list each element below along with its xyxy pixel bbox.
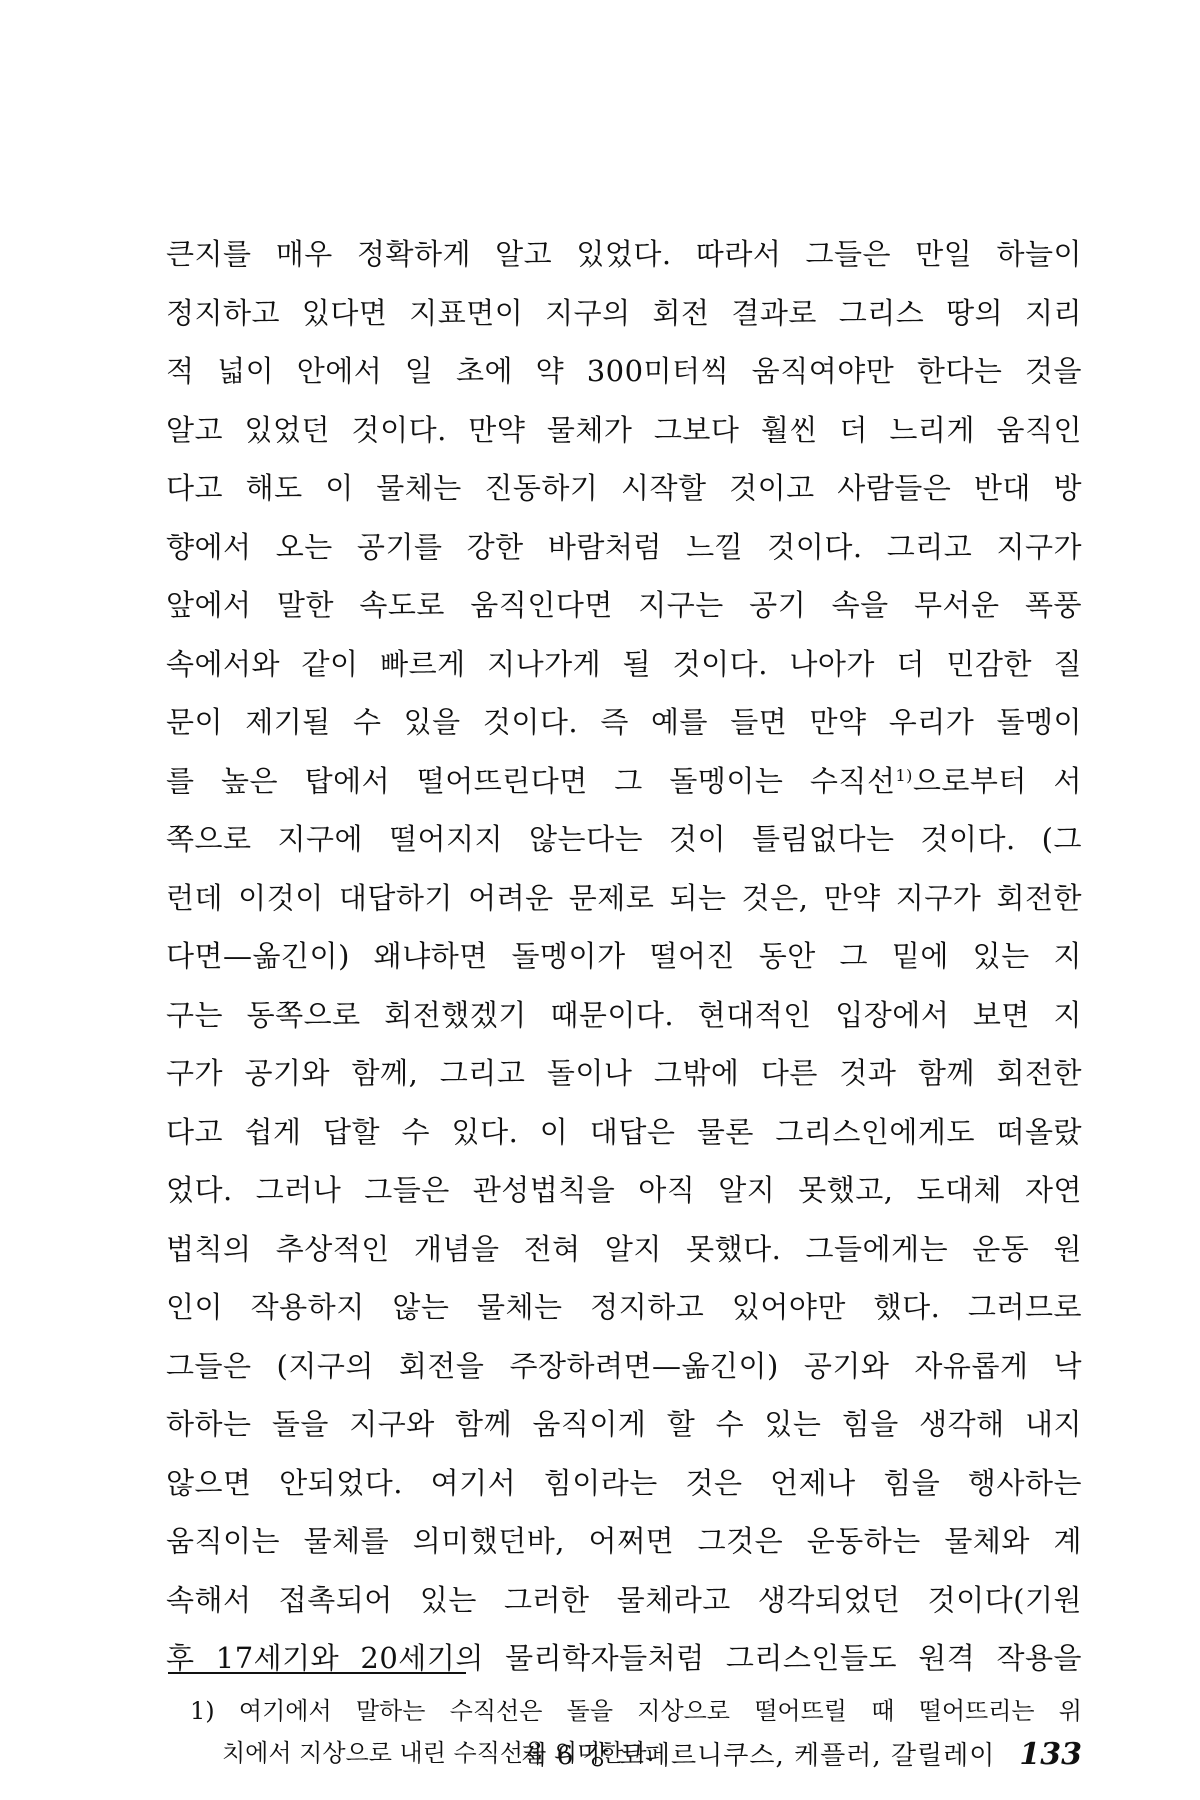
text-line: 문이 제기될 수 있을 것이다. 즉 예를 들면 만약 우리가 돌멩이 — [166, 705, 1082, 739]
footnote-divider — [168, 1672, 466, 1674]
footnote-text: 여기에서 말하는 수직선은 돌을 지상으로 떨어뜨릴 때 떨어뜨리는 위 — [238, 1697, 1082, 1725]
text-line-with-footnote-ref — [166, 752, 1082, 811]
text-line: 향에서 오는 공기를 강한 바람처럼 느낄 것이다. 그리고 지구가 — [166, 529, 1082, 564]
text-line: 구는 동쪽으로 회전했겠기 때문이다. 현대적인 입장에서 보면 지 — [166, 997, 1082, 1032]
text-line: 않으면 안되었다. 여기서 힘이라는 것은 언제나 힘을 행사하는 — [166, 1465, 1082, 1500]
text-line: 정지하고 있다면 지표면이 지구의 회전 결과로 그리스 땅의 지리 — [166, 295, 1082, 330]
text-line: 다고 해도 이 물체는 진동하기 시작할 것이고 사람들은 반대 방 — [166, 471, 1082, 505]
text-line: 그들은 (지구의 회전을 주장하려면—옮긴이) 공기와 자유롭게 낙 — [166, 1348, 1082, 1383]
text-line: 인이 작용하지 않는 물체는 정지하고 있어야만 했다. 그러므로 — [166, 1290, 1082, 1324]
text-line: 었다. 그러나 그들은 관성법칙을 아직 알지 못했고, 도대체 자연 — [166, 1173, 1082, 1207]
text-line: 다고 쉽게 답할 수 있다. 이 대답은 물론 그리스인에게도 떠올랐 — [166, 1114, 1082, 1149]
text-line: 알고 있었던 것이다. 만약 물체가 그보다 훨씬 더 느리게 움직인 — [166, 412, 1082, 447]
text-line: 큰지를 매우 정확하게 알고 있었다. 따라서 그들은 만일 하늘이 — [166, 237, 1082, 271]
text-segment: 으로부터 서 — [912, 763, 1082, 798]
text-line: 하하는 돌을 지구와 함께 움직이게 할 수 있는 힘을 생각해 내지 — [166, 1407, 1082, 1441]
text-line: 속에서와 같이 빠르게 지나가게 될 것이다. 나아가 더 민감한 질 — [166, 646, 1082, 681]
footnote-marker: 1) — [190, 1697, 215, 1725]
running-footer — [521, 1735, 1082, 1772]
footnote-line: 치에서 지상으로 내린 수직선을 의미한다. — [222, 1739, 655, 1767]
footnote-reference[interactable]: 1) — [895, 765, 913, 785]
footnote-line — [190, 1690, 1082, 1732]
text-line: 다면—옮긴이) 왜냐하면 돌멩이가 떨어진 동안 그 밑에 있는 지 — [166, 939, 1082, 973]
text-line: 쪽으로 지구에 떨어지지 않는다는 것이 틀림없다는 것이다. (그 — [166, 822, 1082, 856]
text-line: 런데 이것이 대답하기 어려운 문제로 되는 것은, 만약 지구가 회전한 — [166, 880, 1082, 915]
body-text — [166, 225, 1082, 1688]
text-line: 움직이는 물체를 의미했던바, 어쩌면 그것은 운동하는 물체와 계 — [166, 1524, 1082, 1558]
text-line: 법칙의 추상적인 개념을 전혀 알지 못했다. 그들에게는 운동 원 — [166, 1231, 1082, 1266]
text-line: 앞에서 말한 속도로 움직인다면 지구는 공기 속을 무서운 폭풍 — [166, 588, 1082, 622]
text-line: 적 넓이 안에서 일 초에 약 300미터씩 움직여야만 한다는 것을 — [166, 354, 1082, 388]
text-segment: 를 높은 탑에서 떨어뜨린다면 그 돌멩이는 수직선 — [166, 763, 896, 798]
text-line: 구가 공기와 함께, 그리고 돌이나 그밖에 다른 것과 함께 회전한 — [166, 1056, 1082, 1090]
page-number: 133 — [1019, 1737, 1082, 1772]
running-title: 제 6 강 코페르니쿠스, 케플러, 갈릴레이 — [521, 1741, 996, 1771]
text-line: 후 17세기와 20세기의 물리학자들처럼 그리스인들도 원격 작용을 — [166, 1641, 1082, 1675]
text-line: 속해서 접촉되어 있는 그러한 물체라고 생각되었던 것이다(기원 — [166, 1582, 1082, 1617]
